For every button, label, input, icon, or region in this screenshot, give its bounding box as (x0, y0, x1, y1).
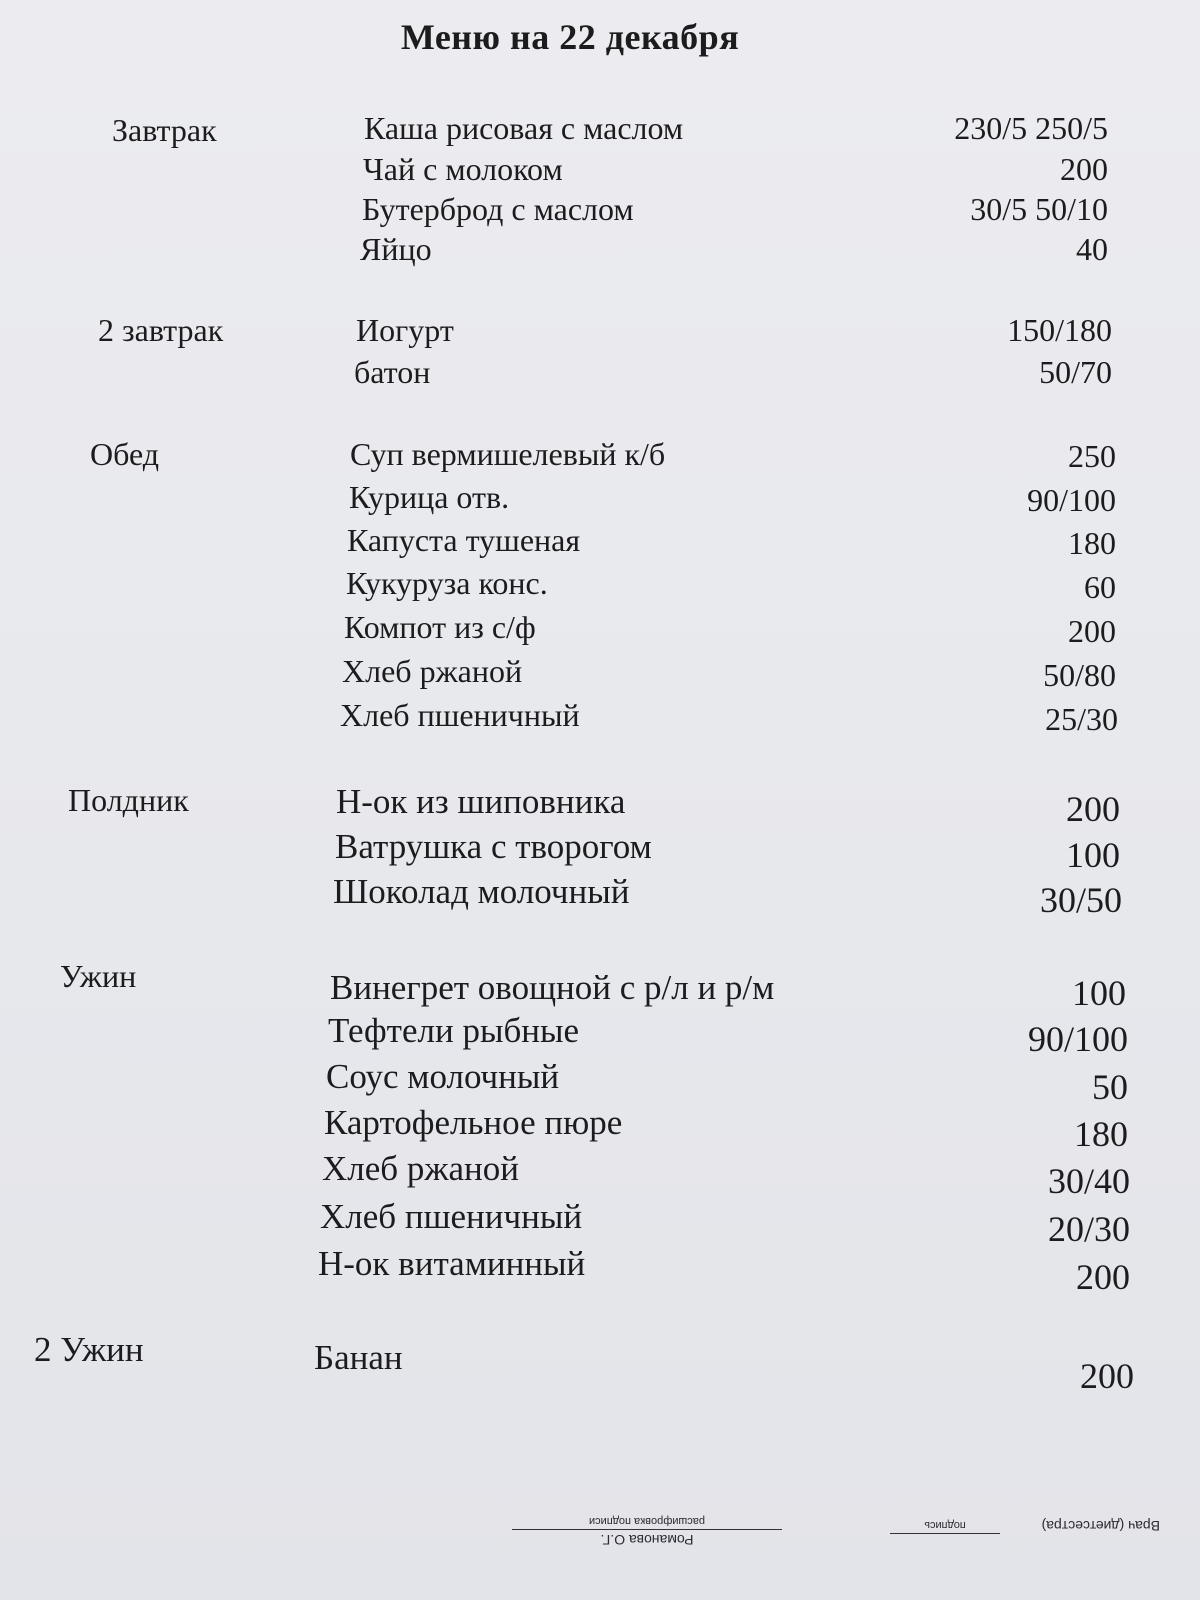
dish-name: Чай с молоком (363, 151, 563, 187)
dish-portion: 230/5 250/5 (954, 110, 1108, 146)
dish-name: Хлеб пшеничный (320, 1197, 583, 1236)
dish-portion: 200 (1066, 789, 1120, 829)
meal-label-breakfast: Завтрак (112, 112, 217, 148)
dish-name: Курица отв. (349, 479, 510, 515)
dish-portion: 180 (1068, 525, 1116, 561)
meal-label-afternoon-snack: Полдник (68, 782, 189, 818)
dish-name: Шоколад молочный (333, 872, 630, 911)
dish-name: Картофельное пюре (324, 1103, 623, 1142)
dish-name: Н-ок из шиповника (336, 782, 626, 821)
footer-signature: подпись (890, 1519, 1000, 1534)
dish-name: Компот из с/ф (344, 609, 536, 645)
dish-portion: 30/50 (1039, 880, 1122, 920)
dish-name: батон (354, 354, 431, 390)
dish-portion: 40 (1076, 231, 1108, 267)
dish-name: Н-ок витаминный (318, 1244, 586, 1283)
dish-name: Суп вермишелевый к/б (350, 436, 666, 472)
dish-portion: 200 (1080, 1356, 1134, 1396)
dish-portion: 25/30 (1045, 701, 1118, 737)
signature-footer (520, 1488, 1160, 1548)
dish-name: Иогурт (356, 312, 454, 348)
dish-portion: 30/40 (1047, 1161, 1130, 1201)
dish-name: Соус молочный (326, 1057, 560, 1096)
dish-portion: 100 (1072, 973, 1126, 1013)
meal-label-second-dinner: 2 Ужин (34, 1330, 144, 1369)
dish-portion: 30/5 50/10 (970, 191, 1108, 227)
name-line (512, 1529, 782, 1530)
dish-portion: 90/100 (1027, 482, 1116, 518)
dish-name: Банан (314, 1338, 403, 1377)
meal-label-dinner: Ужин (60, 958, 137, 994)
footer-role: Врач (диетсестра) (1041, 1518, 1160, 1534)
dish-portion: 150/180 (1007, 312, 1112, 348)
footer-name-block: Романова О.Г. расшифровка подписи (512, 1515, 782, 1548)
dish-name: Бутерброд с маслом (362, 191, 634, 227)
dish-name: Хлеб пшеничный (340, 697, 580, 733)
dish-name: Капуста тушеная (347, 522, 581, 558)
dish-portion: 180 (1074, 1114, 1128, 1154)
dish-portion: 200 (1068, 613, 1116, 649)
dish-portion: 100 (1066, 835, 1120, 875)
dish-portion: 60 (1084, 569, 1116, 605)
dish-portion: 20/30 (1047, 1209, 1130, 1249)
dish-name: Кукуруза конс. (346, 565, 548, 601)
dish-portion: 90/100 (1027, 1019, 1128, 1059)
dish-portion: 50/70 (1039, 354, 1112, 390)
dish-name: Тефтели рыбные (328, 1011, 580, 1050)
dish-name: Ватрушка с творогом (335, 827, 652, 866)
dish-name: Хлеб ржаной (322, 1149, 520, 1188)
dish-portion: 50/80 (1043, 657, 1116, 693)
meal-label-lunch: Обед (90, 436, 160, 472)
dish-name: Хлеб ржаной (342, 653, 523, 689)
dish-name: Яйцо (360, 231, 432, 267)
dish-portion: 50 (1092, 1067, 1128, 1107)
signature-line (890, 1533, 1000, 1534)
dish-portion: 250 (1068, 438, 1116, 474)
dish-name: Винегрет овощной с р/л и р/м (330, 968, 775, 1007)
meal-label-second-breakfast: 2 завтрак (98, 312, 224, 348)
dish-portion: 200 (1076, 1257, 1130, 1297)
footer-name: Романова О.Г. (600, 1532, 694, 1548)
dish-portion: 200 (1060, 151, 1108, 187)
dish-name: Каша рисовая с маслом (364, 110, 684, 146)
page-title: Меню на 22 декабря (400, 17, 740, 57)
